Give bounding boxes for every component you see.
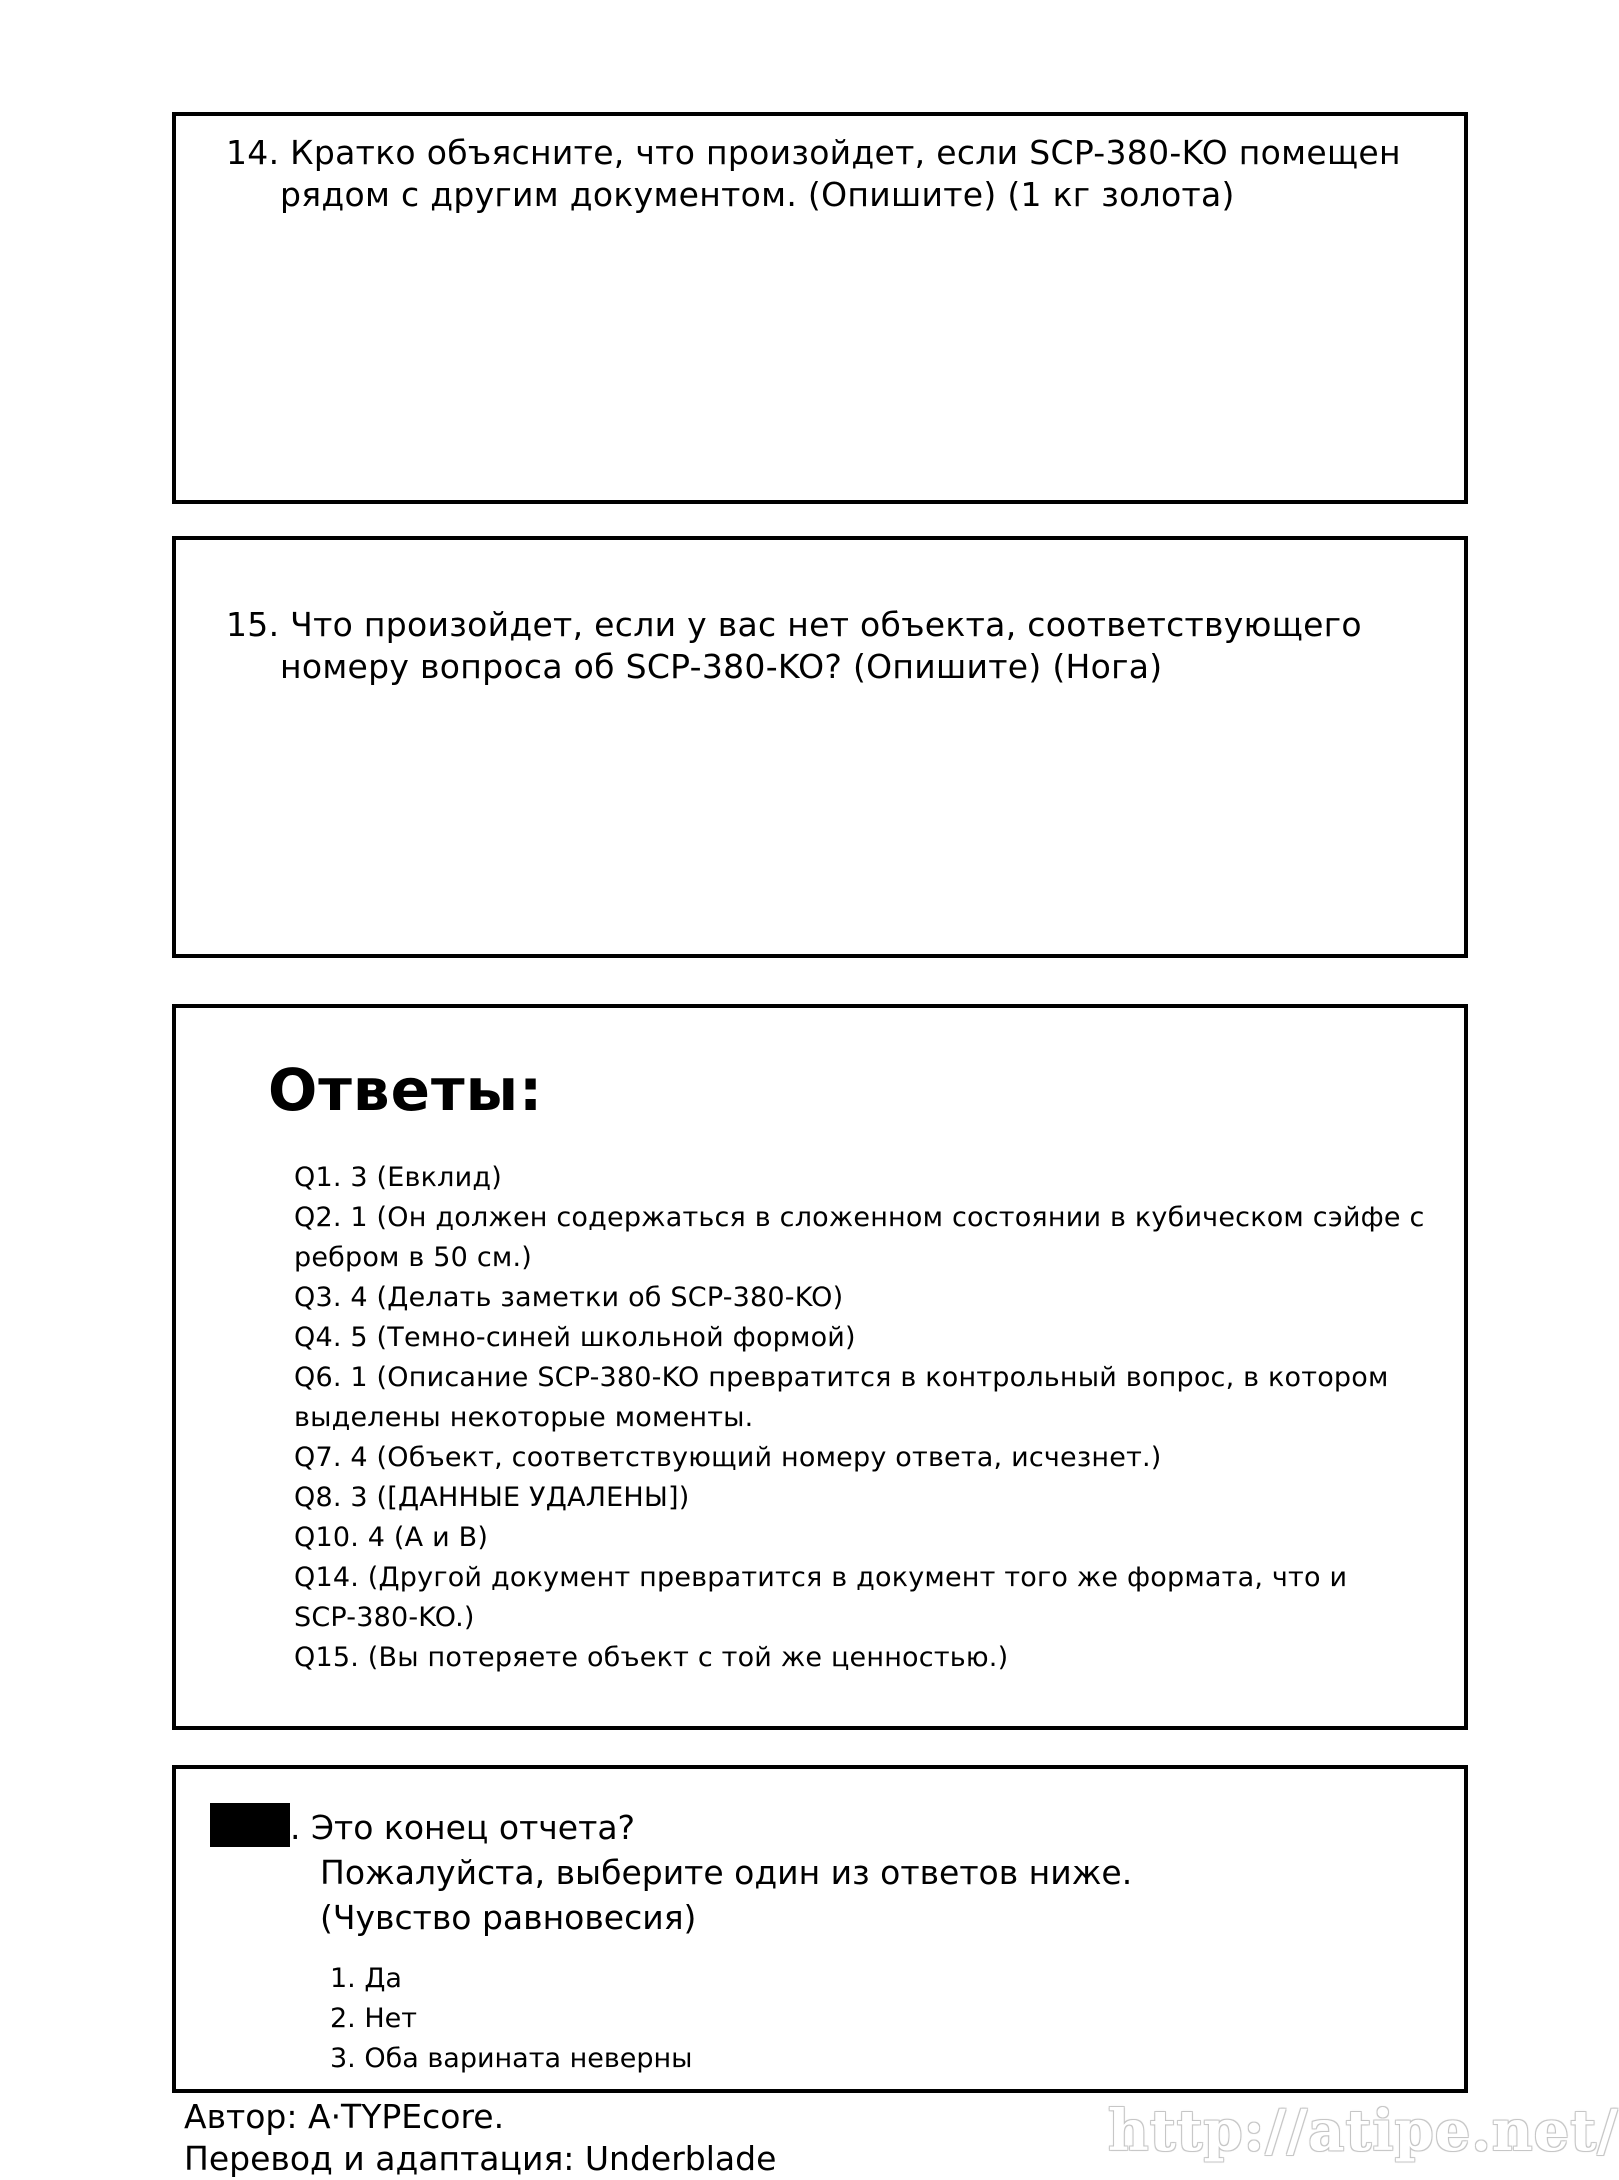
redaction-bar [210, 1803, 290, 1847]
answer-line: Q4. 5 (Темно-синей школьной формой) [294, 1322, 856, 1353]
question-14-panel [172, 112, 1468, 504]
final-question-text [210, 1803, 1132, 1940]
question-15-line-1: 15. Что произойдет, если у вас нет объекта, соответствующего [226, 605, 1362, 644]
credits-translation: Перевод и адаптация: Underblade [184, 2139, 777, 2178]
answer-line: Q15. (Вы потеряете объект с той же ценностью.) [294, 1642, 1009, 1673]
answers-list [294, 1158, 1425, 1678]
answer-line: Q3. 4 (Делать заметки об SCP-380-KO) [294, 1282, 844, 1313]
answer-line: SCP-380-KO.) [294, 1602, 475, 1633]
answer-line: Q2. 1 (Он должен содержаться в сложенном состоянии в кубическом сэйфе с [294, 1202, 1425, 1233]
credits [184, 2096, 776, 2180]
credits-author: Автор: A·TYPEcore. [184, 2097, 505, 2136]
question-15-line-2: номеру вопроса об SCP-380-KO? (Опишите) (Нога) [280, 647, 1163, 686]
answer-line: Q6. 1 (Описание SCP-380-KO превратится в контрольный вопрос, в котором [294, 1362, 1389, 1393]
final-question-heading: . Это конец отчета? [290, 1808, 636, 1847]
answer-line: Q8. 3 ([ДАННЫЕ УДАЛЕНЫ]) [294, 1482, 690, 1513]
final-option: 2. Нет [330, 2003, 417, 2034]
answer-line: ребром в 50 см.) [294, 1242, 532, 1273]
question-14-line-1: 14. Кратко объясните, что произойдет, если SCP-380-KO помещен [226, 133, 1401, 172]
final-question-line-1 [210, 1803, 1132, 1850]
answer-line: выделены некоторые моменты. [294, 1402, 754, 1433]
final-option: 1. Да [330, 1963, 402, 1994]
final-question-line-2: Пожалуйста, выберите один из ответов ниже. [320, 1853, 1133, 1892]
answer-line: Q14. (Другой документ превратится в документ того же формата, что и [294, 1562, 1348, 1593]
answers-panel [172, 1004, 1468, 1730]
answer-line: Q10. 4 (A и B) [294, 1522, 489, 1553]
answer-line: Q7. 4 (Объект, соответствующий номеру ответа, исчезнет.) [294, 1442, 1162, 1473]
question-14-line-2: рядом с другим документом. (Опишите) (1 кг золота) [280, 175, 1235, 214]
answer-line: Q1. 3 (Евклид) [294, 1162, 502, 1193]
final-question-line-3: (Чувство равновесия) [320, 1898, 697, 1937]
question-15-panel [172, 536, 1468, 958]
watermark: http://atipe.net/ [1108, 2098, 1619, 2164]
final-question-panel [172, 1765, 1468, 2093]
answers-title: Ответы: [268, 1056, 544, 1124]
final-option: 3. Оба варината неверны [330, 2043, 693, 2074]
final-options-list [330, 1959, 692, 2079]
